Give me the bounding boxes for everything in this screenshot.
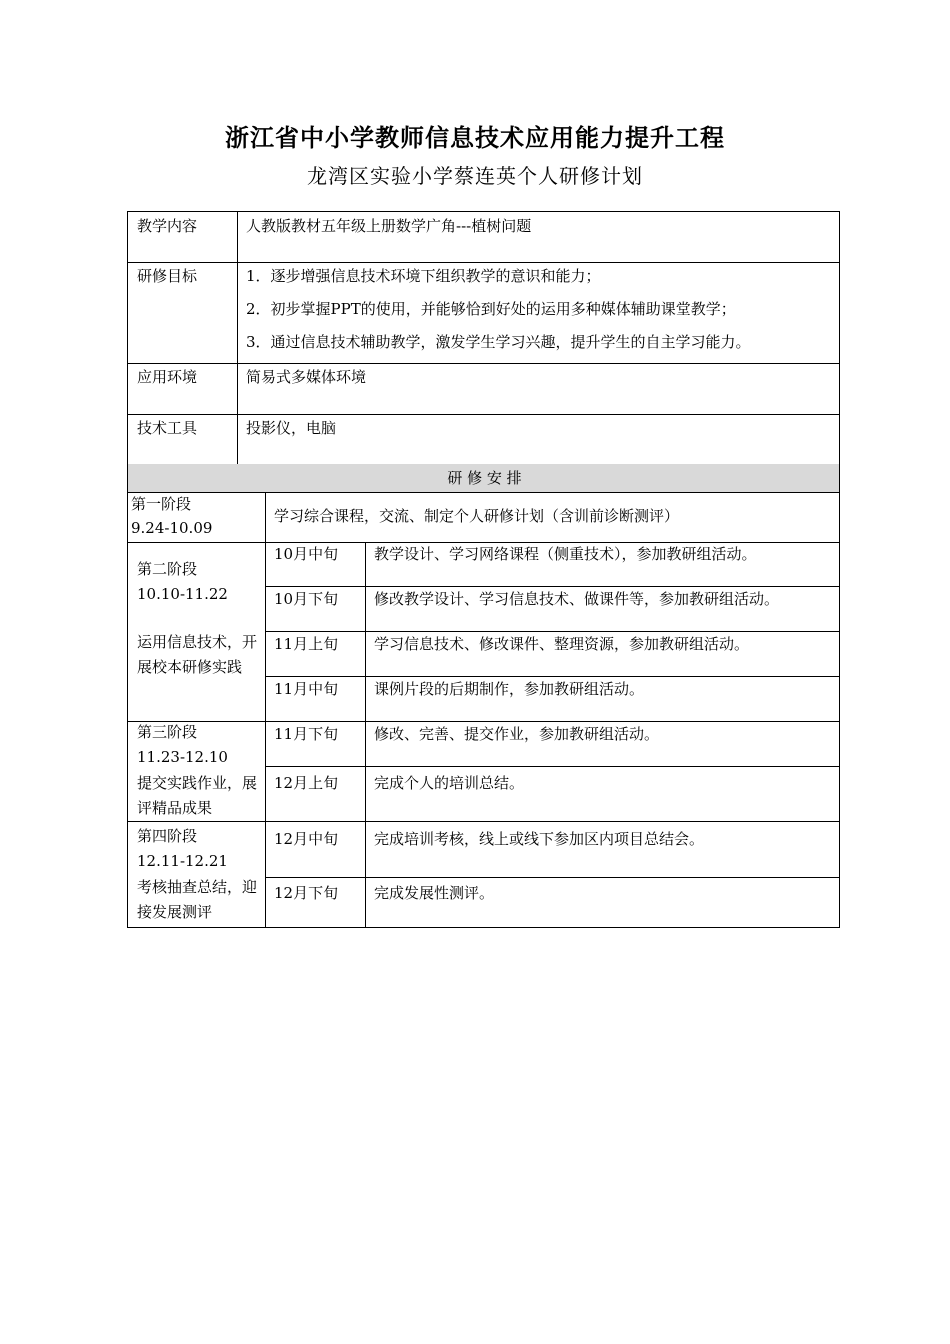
task-text: 修改教学设计、学习信息技术、做课件等，参加教研组活动。 — [374, 590, 780, 608]
period-cell — [265, 877, 366, 928]
task-cell — [365, 721, 840, 767]
period-label: 11月上旬 — [274, 635, 339, 653]
stage-2-dates: 10.10-11.22 — [137, 585, 228, 603]
stage-2-cell — [127, 542, 266, 722]
stage-4-desc: 考核抽查总结，迎接发展测评 — [137, 878, 258, 921]
stage-4-name: 第四阶段 — [137, 827, 198, 845]
row-label-environment: 应用环境 — [137, 368, 198, 386]
goal-item-1: 1．逐步增强信息技术环境下组织教学的意识和能力； — [246, 267, 601, 285]
row-label-goals: 研修目标 — [137, 267, 198, 285]
period-label: 12月下旬 — [274, 884, 339, 902]
period-label: 11月中旬 — [274, 680, 339, 698]
stage-4-cell — [127, 821, 266, 928]
task-cell — [365, 821, 840, 878]
teaching-content-text: 人教版教材五年级上册数学广角---植树问题 — [246, 217, 532, 235]
period-cell — [265, 721, 366, 767]
stage-1-dates: 9.24-10.09 — [131, 519, 213, 537]
task-cell — [365, 631, 840, 677]
stage-1-cell — [127, 492, 266, 543]
table-row-label-cell — [127, 414, 238, 465]
stage-3-dates: 11.23-12.10 — [137, 748, 228, 766]
table-row-content-cell — [237, 262, 840, 364]
row-label-teaching-content: 教学内容 — [137, 217, 198, 235]
task-cell — [365, 586, 840, 632]
page-subtitle: 龙湾区实验小学蔡连英个人研修计划 — [307, 164, 643, 188]
table-row-label-cell — [127, 211, 238, 263]
table-row-content-cell — [237, 211, 840, 263]
table-row-label-cell — [127, 262, 238, 364]
period-label: 11月下旬 — [274, 725, 339, 743]
task-text: 完成培训考核，线上或线下参加区内项目总结会。 — [374, 830, 705, 848]
period-cell — [265, 542, 366, 587]
task-text: 完成发展性测评。 — [374, 884, 495, 902]
row-label-tools: 技术工具 — [137, 419, 198, 437]
page-title: 浙江省中小学教师信息技术应用能力提升工程 — [225, 123, 725, 152]
task-text: 学习信息技术、修改课件、整理资源，参加教研组活动。 — [374, 635, 750, 653]
task-cell — [365, 676, 840, 722]
environment-text: 简易式多媒体环境 — [246, 368, 367, 386]
period-cell — [265, 821, 366, 878]
task-cell — [365, 877, 840, 928]
stage-1-name: 第一阶段 — [131, 495, 192, 513]
table-row-content-cell — [237, 414, 840, 465]
stage-1-content-cell — [265, 492, 840, 543]
table-row-label-cell — [127, 363, 238, 415]
goal-item-3: 3．通过信息技术辅助教学，激发学生学习兴趣，提升学生的自主学习能力。 — [246, 333, 751, 351]
tools-text: 投影仪，电脑 — [246, 419, 337, 437]
period-cell — [265, 676, 366, 722]
stage-3-desc: 提交实践作业，展评精品成果 — [137, 774, 258, 817]
period-cell — [265, 631, 366, 677]
task-text: 课例片段的后期制作，参加教研组活动。 — [374, 680, 645, 698]
period-label: 10月中旬 — [274, 545, 339, 563]
period-label: 10月下旬 — [274, 590, 339, 608]
task-text: 完成个人的培训总结。 — [374, 774, 525, 792]
task-cell — [365, 766, 840, 822]
task-text: 教学设计、学习网络课程（侧重技术），参加教研组活动。 — [374, 545, 757, 563]
period-cell — [265, 586, 366, 632]
task-cell — [365, 542, 840, 587]
stage-2-desc: 运用信息技术，开展校本研修实践 — [137, 633, 258, 676]
schedule-header — [127, 464, 840, 493]
goal-item-2: 2．初步掌握PPT的使用，并能够恰到好处的运用多种媒体辅助课堂教学； — [246, 300, 736, 318]
period-label: 12月上旬 — [274, 774, 339, 792]
period-label: 12月中旬 — [274, 830, 339, 848]
stage-3-cell — [127, 721, 266, 822]
table-row-content-cell — [237, 363, 840, 415]
schedule-header-label: 研 修 安 排 — [447, 469, 522, 487]
task-text: 修改、完善、提交作业，参加教研组活动。 — [374, 725, 660, 743]
stage-4-dates: 12.11-12.21 — [137, 852, 228, 870]
stage-1-content: 学习综合课程，交流、制定个人研修计划（含训前诊断测评） — [274, 507, 680, 525]
period-cell — [265, 766, 366, 822]
stage-2-name: 第二阶段 — [137, 560, 198, 578]
stage-3-name: 第三阶段 — [137, 723, 198, 741]
